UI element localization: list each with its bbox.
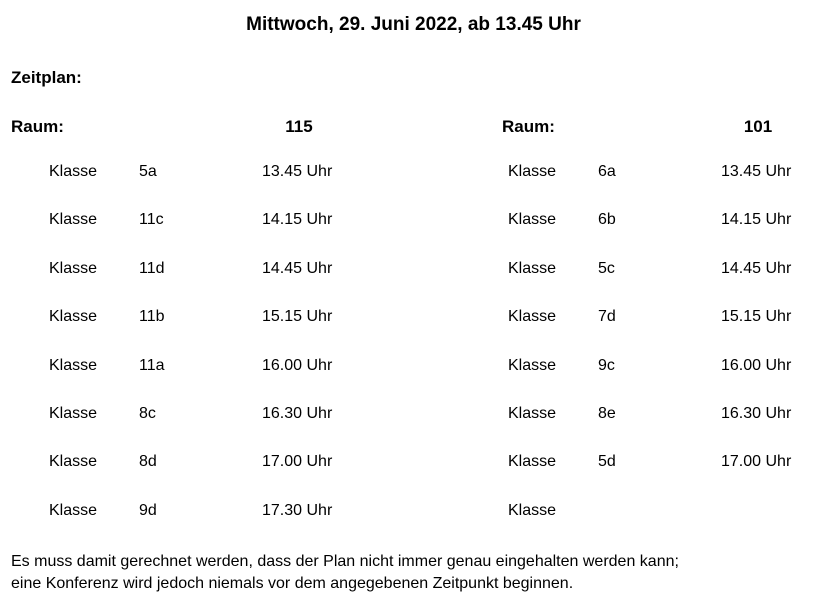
- time-slot: 16.30 Uhr: [262, 404, 333, 422]
- schedule-row: [508, 163, 827, 211]
- class-name: 11a: [139, 356, 165, 374]
- class-label: Klasse: [508, 259, 557, 277]
- schedule-row: [508, 453, 827, 501]
- schedule-row: [49, 502, 429, 550]
- class-label: Klasse: [49, 356, 98, 374]
- schedule-row: [49, 357, 429, 405]
- time-slot: 16.30 Uhr: [721, 404, 792, 422]
- time-slot: 14.45 Uhr: [262, 259, 333, 277]
- time-slot: 14.15 Uhr: [262, 211, 333, 229]
- class-name: 7d: [598, 308, 616, 326]
- class-name: 11d: [139, 259, 165, 277]
- class-label: Klasse: [49, 404, 98, 422]
- schedule-row: [508, 260, 827, 308]
- class-label: Klasse: [49, 501, 98, 519]
- schedule-row: [508, 308, 827, 356]
- class-label: Klasse: [49, 259, 98, 277]
- schedule-row: [49, 405, 429, 453]
- time-slot: 13.45 Uhr: [721, 163, 792, 180]
- footer-line-1: Es muss damit gerechnet werden, dass der Plan nicht immer genau eingehalten werden kann;: [11, 553, 679, 570]
- class-label: Klasse: [49, 163, 98, 180]
- schedule-row: [508, 211, 827, 259]
- class-label: Klasse: [508, 501, 557, 519]
- schedule-row: [49, 260, 429, 308]
- room-number-left: 115: [285, 117, 313, 136]
- document-title: Mittwoch, 29. Juni 2022, ab 13.45 Uhr: [246, 14, 581, 35]
- time-slot: 15.15 Uhr: [262, 308, 333, 326]
- schedule-row: [508, 405, 827, 453]
- class-name: 5d: [598, 453, 616, 471]
- class-label: Klasse: [508, 163, 557, 180]
- time-slot: 17.00 Uhr: [262, 453, 333, 471]
- schedule-row: [49, 308, 429, 356]
- time-slot: 17.00 Uhr: [721, 453, 792, 471]
- class-label: Klasse: [508, 211, 557, 229]
- time-slot: 13.45 Uhr: [262, 163, 333, 180]
- class-name: 9d: [139, 501, 157, 519]
- class-label: Klasse: [49, 453, 98, 471]
- class-name: 5c: [598, 259, 615, 277]
- class-name: 11c: [139, 211, 164, 229]
- room-schedule-left: [49, 163, 429, 550]
- class-label: Klasse: [508, 356, 557, 374]
- class-label: Klasse: [508, 404, 557, 422]
- footer-note: [11, 551, 811, 595]
- class-name: 6a: [598, 163, 616, 180]
- class-name: 5a: [139, 163, 157, 180]
- class-name: 8d: [139, 453, 157, 471]
- class-name: 8c: [139, 404, 156, 422]
- class-name: 11b: [139, 308, 165, 326]
- room-label-left: Raum:: [11, 117, 64, 136]
- class-label: Klasse: [508, 453, 557, 471]
- class-name: 8e: [598, 404, 616, 422]
- schedule-row: [49, 163, 429, 211]
- class-label: Klasse: [508, 308, 557, 326]
- schedule-heading: Zeitplan:: [11, 68, 82, 87]
- time-slot: 14.15 Uhr: [721, 211, 792, 229]
- footer-line-2: eine Konferenz wird jedoch niemals vor dem angegebenen Zeitpunkt beginnen.: [11, 575, 574, 592]
- class-name: 6b: [598, 211, 616, 229]
- class-name: 9c: [598, 356, 615, 374]
- class-label: Klasse: [49, 308, 98, 326]
- room-schedule-right: [508, 163, 827, 550]
- schedule-row: [508, 502, 827, 550]
- room-number-right: 101: [743, 117, 773, 136]
- schedule-row: [49, 211, 429, 259]
- schedule-row: [508, 357, 827, 405]
- time-slot: 16.00 Uhr: [262, 356, 333, 374]
- time-slot: 15.15 Uhr: [721, 308, 792, 326]
- room-label-right: Raum:: [502, 117, 555, 136]
- time-slot: 17.30 Uhr: [262, 501, 333, 519]
- class-label: Klasse: [49, 211, 98, 229]
- time-slot: 14.45 Uhr: [721, 259, 792, 277]
- time-slot: 16.00 Uhr: [721, 356, 792, 374]
- schedule-row: [49, 453, 429, 501]
